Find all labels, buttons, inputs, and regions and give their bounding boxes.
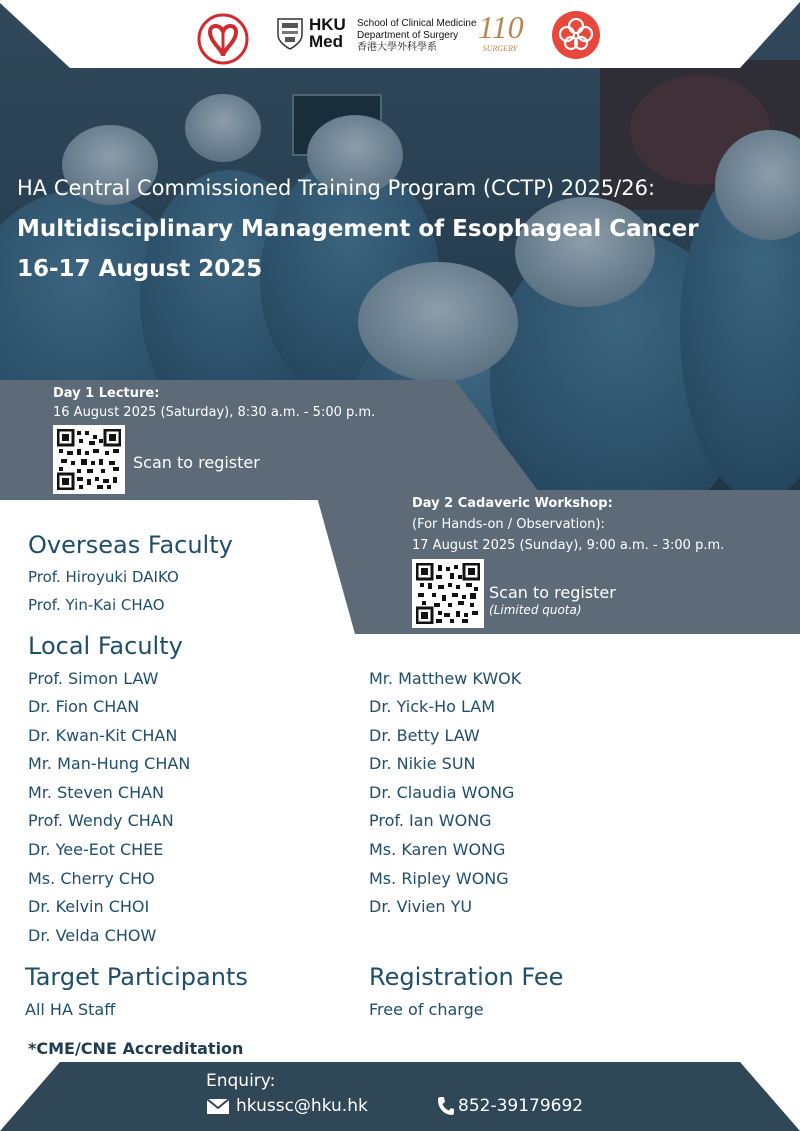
accreditation-note: *CME/CNE Accreditation: [28, 1039, 244, 1058]
day1-title: Day 1 Lecture:: [53, 386, 160, 401]
surgery-110-logo: [478, 10, 522, 53]
local-faculty-name: Ms. Ripley WONG: [369, 869, 509, 888]
day1-time: 16 August 2025 (Saturday), 8:30 a.m. - 5:00 p.m.: [53, 405, 376, 420]
overseas-faculty-name: Prof. Yin-Kai CHAO: [28, 596, 165, 614]
hkumed-wordmark: HKU Med: [309, 15, 346, 51]
local-faculty-name: Mr. Man-Hung CHAN: [28, 754, 191, 773]
local-faculty-name: Dr. Betty LAW: [369, 726, 480, 745]
enquiry-phone[interactable]: 852-39179692: [458, 1096, 584, 1116]
local-faculty-name: Mr. Steven CHAN: [28, 783, 165, 802]
registration-fee-value: Free of charge: [369, 1000, 484, 1019]
flower-logo: [551, 10, 601, 64]
local-faculty-name: Dr. Fion CHAN: [28, 697, 140, 716]
local-faculty-name: Dr. Nikie SUN: [369, 754, 476, 773]
local-faculty-name: Dr. Yee-Eot CHEE: [28, 840, 164, 859]
day2-title: Day 2 Cadaveric Workshop:: [412, 496, 613, 511]
footer: [0, 1062, 800, 1131]
local-faculty-name: Dr. Kelvin CHOI: [28, 897, 150, 916]
target-participants-value: All HA Staff: [25, 1000, 116, 1019]
program-title: HA Central Commissioned Training Program (CCTP) 2025/26:: [17, 176, 656, 200]
course-dates: 16-17 August 2025: [17, 256, 263, 282]
school-line-2: Department of Surgery: [357, 30, 459, 41]
course-title: Multidisciplinary Management of Esophageal Cancer: [17, 216, 699, 242]
day2-scan-label: Scan to register: [489, 583, 616, 602]
logo-strip: [0, 0, 800, 68]
local-faculty-heading: Local Faculty: [28, 632, 183, 660]
anniversary-word: SURGERY: [482, 44, 518, 53]
local-faculty-name: Prof. Simon LAW: [28, 669, 159, 688]
local-faculty-name: Dr. Vivien YU: [369, 897, 473, 916]
registration-fee-heading: Registration Fee: [369, 963, 564, 991]
local-faculty-name: Ms. Cherry CHO: [28, 869, 155, 888]
day2-qr-code-icon[interactable]: [412, 559, 484, 628]
local-faculty-name: Prof. Ian WONG: [369, 811, 492, 830]
enquiry-email[interactable]: hkussc@hku.hk: [236, 1096, 368, 1116]
local-faculty-name: Prof. Wendy CHAN: [28, 811, 174, 830]
local-faculty-name: Dr. Yick-Ho LAM: [369, 697, 496, 716]
email-icon: [206, 1098, 230, 1119]
hku-crest-logo: [276, 17, 304, 55]
anniversary-mark: 110: [478, 9, 524, 45]
local-faculty-name: Ms. Karen WONG: [369, 840, 506, 859]
day1-qr-code-icon[interactable]: [53, 425, 125, 494]
local-faculty-name: Dr. Kwan-Kit CHAN: [28, 726, 178, 745]
hospital-authority-logo: [196, 12, 250, 70]
target-participants-heading: Target Participants: [25, 963, 248, 991]
day1-scan-label: Scan to register: [133, 453, 260, 472]
day2-subtitle: (For Hands-on / Observation):: [412, 517, 605, 532]
overseas-faculty-heading: Overseas Faculty: [28, 531, 233, 559]
day2-time: 17 August 2025 (Sunday), 9:00 a.m. - 3:00 p.m.: [412, 538, 725, 553]
day2-quota-note: (Limited quota): [489, 603, 582, 617]
local-faculty-name: Mr. Matthew KWOK: [369, 669, 522, 688]
department-name: [357, 18, 477, 54]
school-line-3: 香港大學外科學系: [357, 42, 437, 53]
local-faculty-name: Dr. Velda CHOW: [28, 926, 157, 945]
local-faculty-name: Dr. Claudia WONG: [369, 783, 515, 802]
school-line-1: School of Clinical Medicine: [357, 18, 477, 29]
phone-icon: [437, 1096, 455, 1120]
enquiry-label: Enquiry:: [206, 1071, 276, 1091]
overseas-faculty-name: Prof. Hiroyuki DAIKO: [28, 568, 179, 586]
